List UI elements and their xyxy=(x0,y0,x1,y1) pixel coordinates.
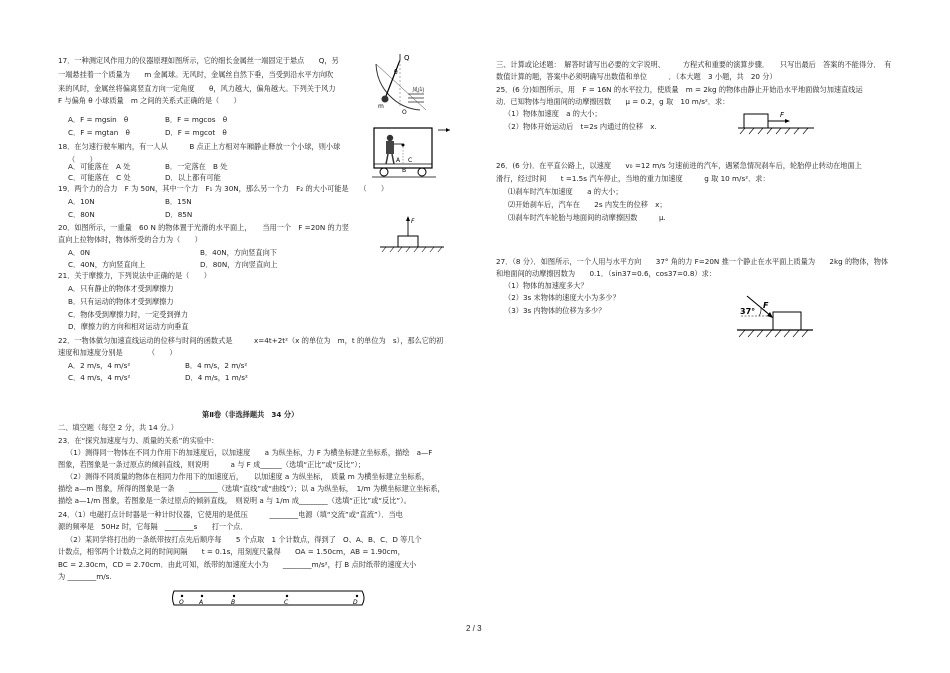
q25-line2: 动．已知物体与地面间的动摩擦因数 μ = 0.2，g 取 10 m/s²．求： xyxy=(496,97,730,106)
q19-option-a: A．10N xyxy=(68,197,95,206)
q21-option-a: A．只有静止的物体才受到摩擦力 xyxy=(68,284,174,293)
wheel-right xyxy=(418,168,426,176)
label-m: m xyxy=(378,103,384,110)
pull-force-arrowhead xyxy=(785,119,790,123)
q20-line1: 20．如图所示，一重量 60 N 的物体置于光滑的水平面上， 当用一个 F =20N 的力竖 xyxy=(58,223,350,232)
person-head xyxy=(387,135,393,141)
wind-gauge-figure xyxy=(368,52,438,114)
q24-line6: 为 ________m/s. xyxy=(58,572,112,581)
angled-push-figure xyxy=(735,292,815,346)
label-b: B xyxy=(402,167,407,174)
label-q: Q xyxy=(404,54,410,62)
tape-dot-c xyxy=(286,595,288,597)
q18-line2: （ ） xyxy=(68,155,97,164)
label-f: F xyxy=(780,111,785,119)
label-theta: θ xyxy=(394,69,398,76)
q23-line3: 图象，若图象是一条过原点的倾斜直线，则说明 a 与 F 成______（选填“正比”或“反比”）； xyxy=(58,460,366,469)
q24-line5: BC = 2.30cm，CD = 2.70cm．由此可知，纸带的加速度大小为 ________m/s²，打 B 点时纸带的速度大小 xyxy=(58,560,417,569)
q18-line1: 18．在匀速行驶车厢内，有一人从 B 点正上方相对车厢静止释放一个小球，则小球 xyxy=(58,142,341,151)
q21-line1: 21．关于摩擦力，下列说法中正确的是（ ） xyxy=(58,271,211,280)
q17-option-c: C．F = mgtan θ xyxy=(68,128,130,137)
q26-line4: ⑵开始刹车后，汽车在 2s 内发生的位移 x； xyxy=(508,200,667,209)
q26-line3: ⑴刹车时汽车加速度 a 的大小； xyxy=(508,187,623,196)
q18-option-d: D．以上都有可能 xyxy=(165,173,221,182)
velocity-arrowhead xyxy=(446,128,450,132)
q20-option-c: C．40N，方向竖直向上 xyxy=(68,260,146,269)
q25-line4: （2）物体开始运动后 t=2s 内通过的位移 x. xyxy=(504,122,657,131)
label-c: C xyxy=(408,157,413,164)
q24-line4: 计数点，相邻两个计数点之间的时间间隔 t = 0.1s，用刻度尺量得 OA = 1.50cm，AB = 1.90cm， xyxy=(58,547,405,556)
tape-dot-b xyxy=(233,595,235,597)
q26-line1: 26．(6 分)．在平直公路上，以速度 v₀ =12 m/s 匀速前进的汽车，遇紧急情况刹车后，轮胎停止转动在地面上 xyxy=(496,161,862,170)
q20-option-a: A．0N xyxy=(68,248,91,257)
q19-option-d: D．85N xyxy=(165,210,193,219)
label-angle: 37° xyxy=(740,307,756,316)
q23-line5: 描绘 a—m 图象，所得的图象是一条 ________（选填“直线”或“曲线”）；以 a 为纵坐标， 1/m 为横坐标建立坐标系， xyxy=(58,484,445,493)
q27-line4: （2）3s 末物体的速度大小为多少？ xyxy=(504,293,620,302)
label-f: F xyxy=(763,301,769,310)
q18-option-c: C．可能落在 C 处 xyxy=(68,173,131,182)
section-2-title: 第Ⅱ卷（非选择题共 34 分） xyxy=(202,410,299,419)
label-wind: 风向 xyxy=(412,87,425,94)
force-arrowhead xyxy=(406,216,410,221)
q22-line1: 22．一物体做匀加速直线运动的位移与时间的函数式是 x=4t+2t²（x 的单位为 m，t 的单位为 s），那么它的初 xyxy=(58,336,444,345)
label-o: O xyxy=(402,109,407,114)
q27-line3: （1）物体的加速度多大？ xyxy=(504,281,588,290)
q26-line5: ⑶刹车时汽车轮胎与地面间的动摩擦因数 μ. xyxy=(508,213,666,222)
q22-option-a: A．2 m/s，4 m/s² xyxy=(68,361,131,370)
q27-line5: （3）3s 内物体的位移为多少？ xyxy=(504,306,606,315)
section-3-line1: 三、计算或论述题： 解答时请写出必要的文字说明、 方程式和重要的演算步骤． 只写出最后 答案的不能得分． 有 xyxy=(496,60,892,69)
tape-dot-d xyxy=(356,595,358,597)
q25-line3: （1）物体加速度 a 的大小； xyxy=(504,109,602,118)
page-number: 2 / 3 xyxy=(466,624,482,633)
label-f: F xyxy=(411,218,415,225)
q19-line1: 19．两个力的合力 F 为 50N，其中一个力 F₁ 为 30N，那么另一个力 F₂ 的大小可能是 （ ） xyxy=(58,184,389,193)
label-a: A xyxy=(396,157,401,164)
q20-option-b: B．40N，方向竖直向下 xyxy=(200,248,277,257)
q24-line2: 源的频率是 50Hz 时，它每隔 ________s 打一个点． xyxy=(58,522,248,531)
section-3-line2: 数值计算的题，答案中必须明确写出数值和单位 ．（本大题 3 小题，共 20 分） xyxy=(496,72,777,81)
ground-hatching xyxy=(739,330,808,337)
metal-ball xyxy=(382,96,389,103)
train-carriage-figure xyxy=(372,126,452,182)
q23-line4: （2）测得不同质量的物体在相同力作用下的加速度后， 以加速度 a 为纵坐标， 质量 m 为横坐标建立坐标系， xyxy=(66,472,429,481)
q24-line1: 24．（1）电磁打点计时器是一种计时仪器，它使用的是低压 ________电源（填“交流”或“直流”）．当电 xyxy=(58,510,403,519)
q17-option-a: A．F = mgsin θ xyxy=(68,115,129,124)
tape-label-d: D xyxy=(353,599,358,606)
person-body xyxy=(386,141,394,154)
q23-line2: （1）测得同一物体在不同力作用下的加速度后，以加速度 a 为纵坐标，力 F 为横坐标建立坐标系，描绘 a—F xyxy=(66,448,433,457)
tape-label-a: A xyxy=(199,599,204,606)
ground-hatching xyxy=(740,128,808,134)
block xyxy=(398,236,418,247)
q21-option-b: B．只有运动的物体才受到摩擦力 xyxy=(68,297,174,306)
q21-option-d: D．摩擦力的方向和相对运动方向垂直 xyxy=(68,322,189,331)
q19-option-b: B．15N xyxy=(165,197,192,206)
q17-option-d: D．F = mgcot θ xyxy=(165,128,227,137)
block xyxy=(773,312,801,330)
ground-hatching xyxy=(382,247,442,252)
fill-in-title: 二、填空题（每空 2 分，共 14 分。） xyxy=(58,423,178,432)
tape-dot-a xyxy=(201,595,203,597)
paper-tape-figure xyxy=(172,587,367,609)
q23-line6: 描绘 a—1/m 图象，若图象是一条过原点的倾斜直线， 则说明 a 与 1/m 成________（选填“正比”或“反比”）。 xyxy=(58,496,411,505)
q17-option-b: B．F = mgcos θ xyxy=(165,115,228,124)
q20-line2: 直向上拉物体时，物体所受的合力为（ ） xyxy=(58,235,202,244)
tape-label-b: B xyxy=(231,599,236,606)
q20-option-d: D．80N，方向竖直向上 xyxy=(200,260,278,269)
angle-arc xyxy=(759,308,761,316)
tape-dot-o xyxy=(181,595,183,597)
q17-line3: 来的风时，金属丝将偏离竖直方向一定角度 θ，风力越大，偏角越大。下列关于风力 xyxy=(58,84,336,93)
q18-option-a: A．可能落在 A 处 xyxy=(68,162,131,171)
q18-option-b: B．一定落在 B 处 xyxy=(165,162,228,171)
tape-label-o: O xyxy=(179,599,184,606)
q25-line1: 25．(6 分)如图所示，用 F = 16N 的水平拉力，使质量 m = 2kg 的物体由静止开始沿水平地面做匀加速直线运 xyxy=(496,85,863,94)
block-lift-figure xyxy=(378,214,448,256)
tape-label-c: C xyxy=(284,599,289,606)
q21-option-c: C．物体受到摩擦力时，一定受到弹力 xyxy=(68,310,189,319)
q24-line3: （2）某同学将打出的一条纸带按打点先后顺序每 5 个点取 1 个计数点，得到了 O、A、B、C、D 等几个 xyxy=(66,535,422,544)
person-leg-1 xyxy=(386,154,388,164)
q17-line4: F 与偏角 θ 小球质量 m 之间的关系式正确的是（ ） xyxy=(58,96,241,105)
q22-option-c: C．4 m/s，4 m/s² xyxy=(68,373,131,382)
person-leg-2 xyxy=(392,154,394,164)
q22-line2: 速度和加速度分别是 （ ） xyxy=(58,348,177,357)
wheel-left xyxy=(380,168,388,176)
q17-line1: 17．一种测定风作用力的仪器原理如图所示，它的细长金属丝一端固定于悬点 Q，另 xyxy=(58,56,339,65)
ball xyxy=(402,144,405,147)
q27-line1: 27．（8 分）．如图所示，一个人用与水平方向 37° 角的力 F=20N 推一个静止在水平面上质量为 2kg 的物体，物体 xyxy=(496,257,889,266)
block xyxy=(744,114,768,128)
q23-line1: 23．在“探究加速度与力、质量的关系”的实验中： xyxy=(58,436,219,445)
q22-option-b: B．4 m/s，2 m/s² xyxy=(185,361,248,370)
q27-line2: 和地面间的动摩擦因数为 0.1．（sin37=0.6，cos37=0.8）求： xyxy=(496,269,716,278)
q26-line2: 滑行，经过时间 t =1.5s 汽车停止，当地的重力加速度 g 取 10 m/s²．求： xyxy=(496,174,770,183)
block-pull-figure xyxy=(736,104,816,140)
q17-line2: 一端悬挂着一个质量为 m 金属球。无风时，金属丝自然下垂，当受到沿水平方向吹 xyxy=(58,70,334,79)
q22-option-d: D．4 m/s，1 m/s² xyxy=(185,373,248,382)
metal-wire xyxy=(386,60,400,96)
q19-option-c: C．80N xyxy=(68,210,95,219)
